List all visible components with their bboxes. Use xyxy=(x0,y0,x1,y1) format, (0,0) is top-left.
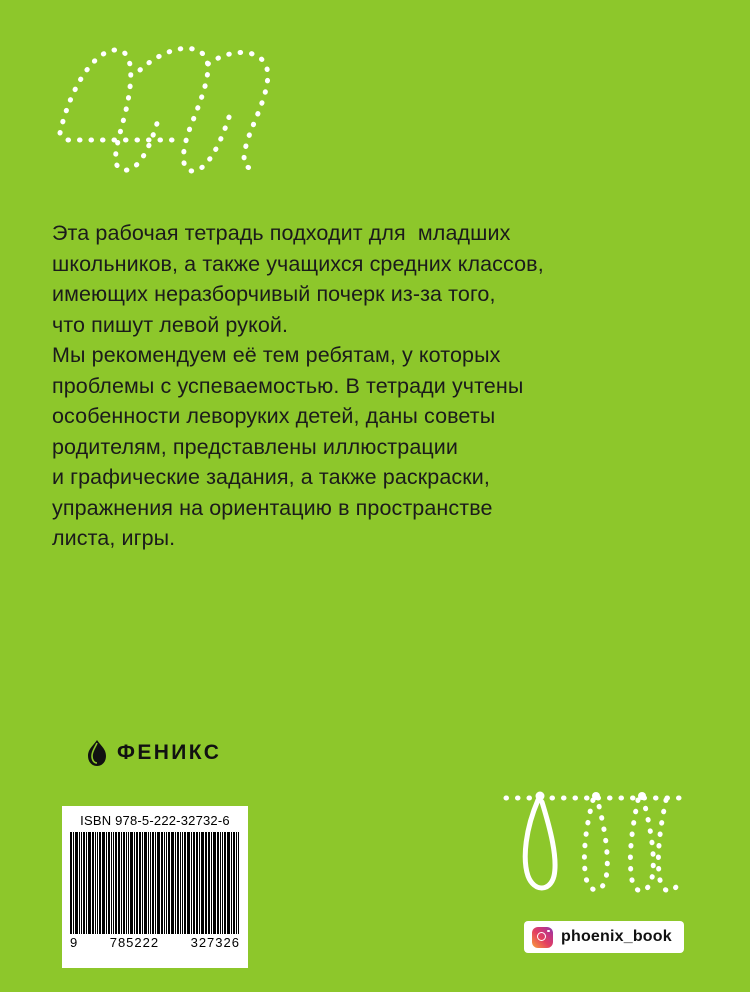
blurb-line: особенности леворуких детей, даны советы xyxy=(52,404,496,428)
instagram-handle: phoenix_book xyxy=(561,928,672,945)
blurb-line: Эта рабочая тетрадь подходит для младших xyxy=(52,221,511,245)
blurb-line: упражнения на ориентацию в пространстве xyxy=(52,495,493,520)
blurb-line: имеющих неразборчивый почерк из-за того, xyxy=(52,282,496,306)
blurb-line: проблемы с успеваемостью. В тетради учтены xyxy=(52,373,524,398)
blurb-text xyxy=(52,218,672,554)
blurb-line: что пишут левой рукой. xyxy=(52,312,289,337)
barcode-block xyxy=(62,806,248,968)
blurb-line: листа, игры. xyxy=(52,526,176,550)
instagram-icon xyxy=(532,927,553,948)
ean-digit-left: 9 xyxy=(70,935,79,950)
flame-icon xyxy=(86,740,108,766)
barcode-digits xyxy=(68,934,242,950)
instagram-badge[interactable] xyxy=(524,921,684,953)
ean-group-2: 327326 xyxy=(190,935,240,950)
blurb-line: родителям, представлены иллюстрации xyxy=(52,434,459,459)
blurb-line: и графические задания, а также раскраски, xyxy=(52,465,490,489)
publisher-logo xyxy=(86,740,221,766)
publisher-name: ФЕНИКС xyxy=(117,741,222,764)
blurb-line: школьников, а также учащихся средних классов, xyxy=(52,251,544,276)
isbn-text: ISBN 978-5-222-32732-6 xyxy=(80,813,230,828)
ean-group-1: 785222 xyxy=(109,935,160,950)
blurb-line: Мы рекомендуем её тем ребятам, у которых xyxy=(52,343,501,367)
dotted-cursive-decoration-bottom xyxy=(498,788,698,908)
barcode-bars xyxy=(70,832,240,934)
dotted-cursive-decoration-top xyxy=(40,28,290,178)
